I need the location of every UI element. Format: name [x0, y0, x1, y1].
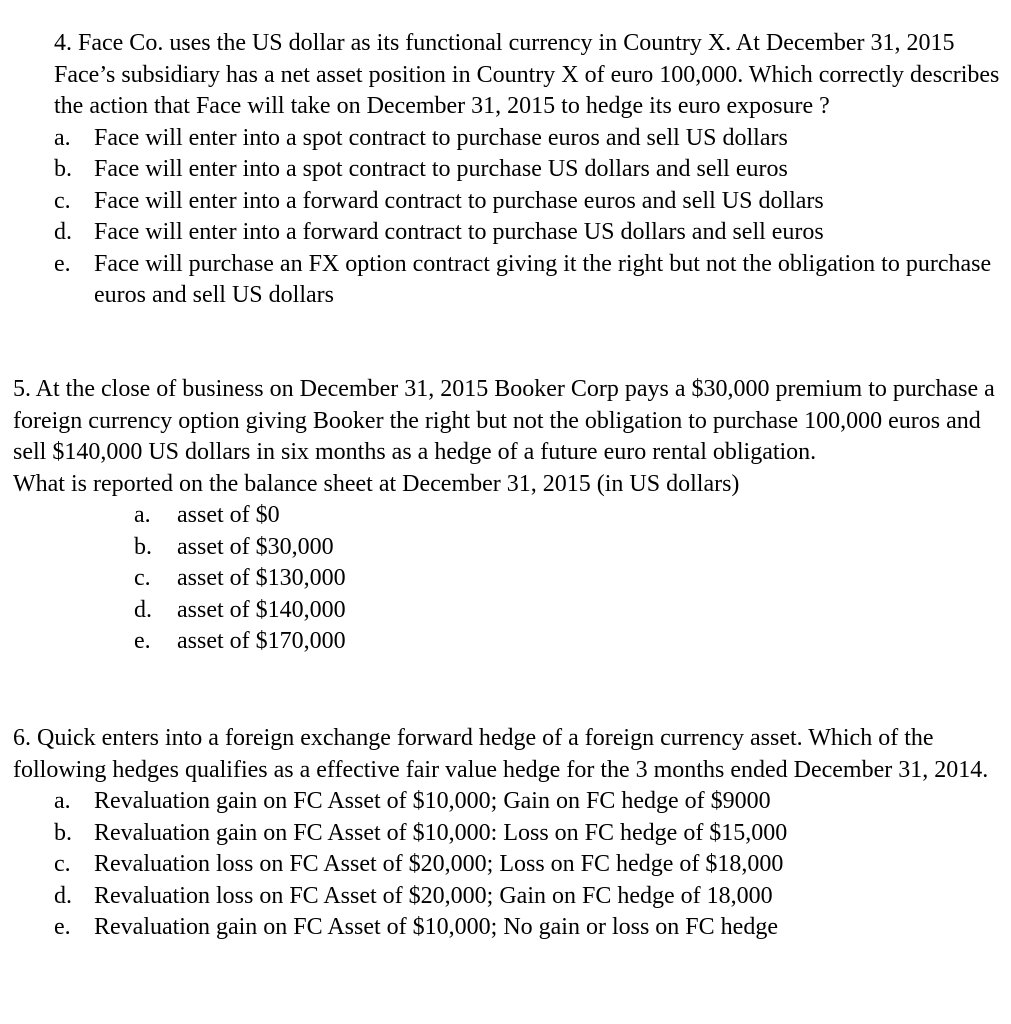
option-letter: b.: [54, 156, 72, 182]
question-6: [13, 723, 1003, 944]
question-6-options: [54, 786, 1003, 944]
question-4-option-e: [54, 249, 1004, 312]
question-5-option-a: [134, 500, 1003, 532]
option-text: Revaluation gain on FC Asset of $10,000; No gain or loss on FC hedge: [94, 914, 778, 940]
question-5-stem: 5. At the close of business on December 31, 2015 Booker Corp pays a $30,000 premium to purchase a foreign currency option giving Booker the right but not the obligation to purchase 100,000 euros and sell $140,000 US dollars in six months as a hedge of a future euro rental obligation.: [13, 376, 995, 465]
question-5-sub-stem: What is reported on the balance sheet at December 31, 2015 (in US dollars): [13, 470, 740, 497]
option-text: Face will enter into a forward contract to purchase US dollars and sell euros: [94, 219, 824, 245]
question-5-option-b: [134, 532, 1003, 564]
option-letter: a.: [54, 124, 71, 151]
option-text: Face will enter into a spot contract to purchase euros and sell US dollars: [94, 124, 788, 151]
option-text: asset of $30,000: [177, 533, 334, 560]
question-6-option-c: [54, 849, 1003, 881]
question-4-option-b: [54, 154, 1004, 186]
option-letter: c.: [134, 565, 151, 591]
option-text: Revaluation gain on FC Asset of $10,000; Gain on FC hedge of $9000: [94, 788, 771, 814]
option-text: asset of $130,000: [177, 565, 346, 591]
question-5: [13, 374, 1003, 658]
option-text: asset of $170,000: [177, 628, 346, 654]
question-4: [54, 28, 1004, 312]
option-letter: c.: [54, 187, 71, 214]
option-text: Revaluation loss on FC Asset of $20,000; Gain on FC hedge of 18,000: [94, 882, 773, 909]
option-letter: e.: [54, 250, 71, 277]
question-4-option-c: [54, 186, 1004, 218]
question-6-stem: 6. Quick enters into a foreign exchange forward hedge of a foreign currency asset. Which of the following hedges qualifies as a effective fair value hedge for the 3 months ended December 31, 2014.: [13, 725, 989, 783]
question-4-stem: 4. Face Co. uses the US dollar as its functional currency in Country X. At December 31, 2015 Face’s subsidiary has a net asset position in Country X of euro 100,000. Which correctly describes the action that Face will take on December 31, 2015 to hedge its euro exposure ?: [54, 30, 1000, 119]
question-6-option-d: [54, 881, 1003, 913]
option-letter: b.: [134, 533, 152, 560]
option-letter: e.: [54, 914, 71, 940]
option-letter: e.: [134, 628, 151, 654]
option-text: Face will enter into a spot contract to purchase US dollars and sell euros: [94, 156, 788, 182]
question-5-option-e: [134, 626, 1003, 658]
option-text: Face will enter into a forward contract to purchase euros and sell US dollars: [94, 187, 824, 214]
question-5-option-d: [134, 595, 1003, 627]
question-4-options: [54, 123, 1004, 312]
option-text: Revaluation gain on FC Asset of $10,000: Loss on FC hedge of $15,000: [94, 819, 788, 846]
question-6-option-b: [54, 818, 1003, 850]
option-letter: d.: [54, 219, 72, 245]
option-letter: d.: [54, 882, 72, 909]
question-6-option-a: [54, 786, 1003, 818]
option-letter: a.: [134, 502, 151, 528]
question-5-options: [134, 500, 1003, 658]
question-4-option-a: [54, 123, 1004, 155]
question-6-option-e: [54, 912, 1003, 944]
option-letter: b.: [54, 819, 72, 846]
question-4-option-d: [54, 217, 1004, 249]
option-text: asset of $140,000: [177, 596, 346, 623]
option-text: Face will purchase an FX option contract giving it the right but not the obligation to purchase euros and sell US dollars: [94, 250, 992, 308]
option-text: Revaluation loss on FC Asset of $20,000; Loss on FC hedge of $18,000: [94, 851, 784, 877]
option-letter: a.: [54, 788, 71, 814]
option-text: asset of $0: [177, 502, 280, 528]
option-letter: c.: [54, 851, 71, 877]
option-letter: d.: [134, 596, 152, 623]
question-5-option-c: [134, 563, 1003, 595]
